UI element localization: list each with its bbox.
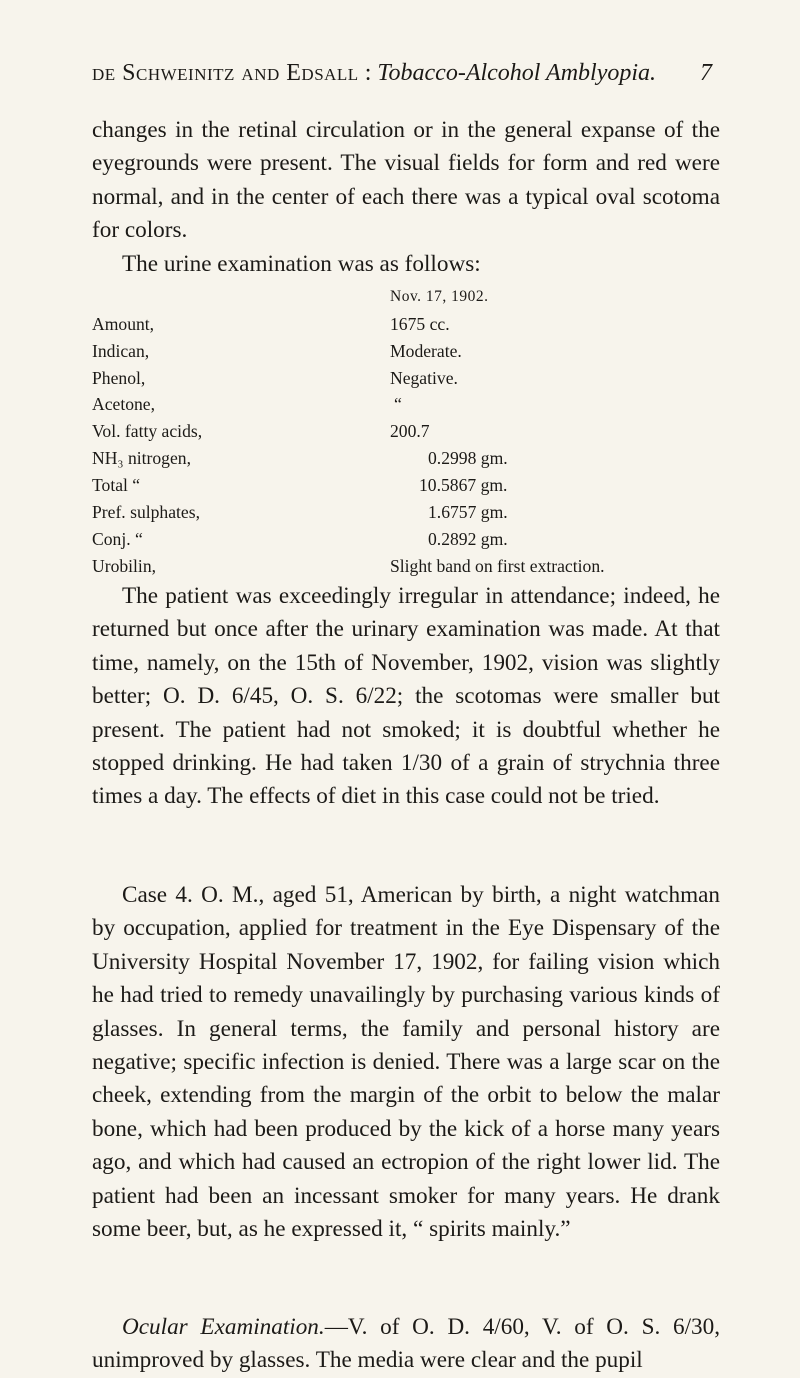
paragraph-continuation: changes in the retinal circulation or in the general expanse of the eyegrounds were present. The visual fields for form and red were normal, and in the center of each there was a typical oval scotoma for colors. bbox=[92, 117, 720, 244]
row-label: Urobilin, bbox=[92, 556, 157, 576]
row-value: Moderate. bbox=[390, 341, 462, 361]
row-value: “ bbox=[394, 394, 402, 414]
row-label: Acetone, bbox=[92, 394, 156, 414]
row-value: 0.2998 gm. bbox=[428, 448, 508, 468]
row-value: 10.5867 gm. bbox=[419, 475, 508, 495]
row-label: Conj. “ bbox=[92, 529, 143, 549]
row-value: 1675 cc. bbox=[390, 314, 450, 334]
table-date-heading: Nov. 17, 1902. bbox=[390, 288, 489, 305]
row-value: 1.6757 gm. bbox=[428, 502, 508, 522]
paragraph-attendance: The patient was exceedingly irregular in attendance; indeed, he returned but once after the urinary examination was made. At that time, namely, on the 15th of November, 1902, vision was slightly better; O. D. 6/45, O. S. 6/22; the scotomas were smaller but present. The patient had not smoked; it is doubtful whether he stopped drinking. He had taken 1/30 of a grain of strychnia three times a day. The effects of diet in this case could not be tried. bbox=[92, 583, 720, 810]
paragraph-ocular-examination bbox=[92, 1311, 720, 1378]
row-value: Negative. bbox=[390, 368, 458, 388]
row-label: Phenol, bbox=[92, 368, 146, 388]
paragraph-urine-intro: The urine examination was as follows: bbox=[122, 251, 481, 277]
row-label: Pref. sulphates, bbox=[92, 502, 200, 522]
row-value: Slight band on first extraction. bbox=[390, 556, 605, 576]
row-value: 200.7 bbox=[390, 421, 430, 441]
ocular-examination-heading: Ocular Examination. bbox=[122, 1314, 325, 1340]
row-value: 0.2892 gm. bbox=[428, 529, 508, 549]
ocular-examination-text: —V. of O. D. 4/60, V. of O. S. 6/30, unimproved by glasses. The media were clear and the pupil bbox=[92, 1314, 720, 1374]
header-separator: : bbox=[358, 60, 378, 86]
row-label: Amount, bbox=[92, 314, 155, 334]
header-title: Tobacco-Alcohol Amblyopia. bbox=[377, 60, 657, 86]
paragraph-case-4: Case 4. O. M., aged 51, American by birth, a night watchman by occupation, applied for treatment in the Eye Dispensary of the University Hospital November 17, 1902, for failing vision which he had tried to remedy unavailingly by purchasing various kinds of glasses. In general terms, the family and personal history are negative; specific infection is denied. There was a large scar on the cheek, extending from the margin of the orbit to below the malar bone, which had been produced by the kick of a horse many years ago, and which had caused an ectropion of the right lower lid. The patient had been an incessant smoker for many years. He drank some beer, but, as he expressed it, “ spirits mainly.” bbox=[92, 882, 720, 1243]
row-label: NH₃ nitrogen, bbox=[92, 448, 191, 468]
row-label: Vol. fatty acids, bbox=[92, 421, 203, 441]
row-label: Indican, bbox=[92, 341, 150, 361]
running-head bbox=[92, 60, 712, 87]
row-label: Total “ bbox=[92, 475, 141, 495]
page-number: 7 bbox=[700, 60, 712, 86]
header-authors: de Schweinitz and Edsall bbox=[92, 60, 359, 86]
